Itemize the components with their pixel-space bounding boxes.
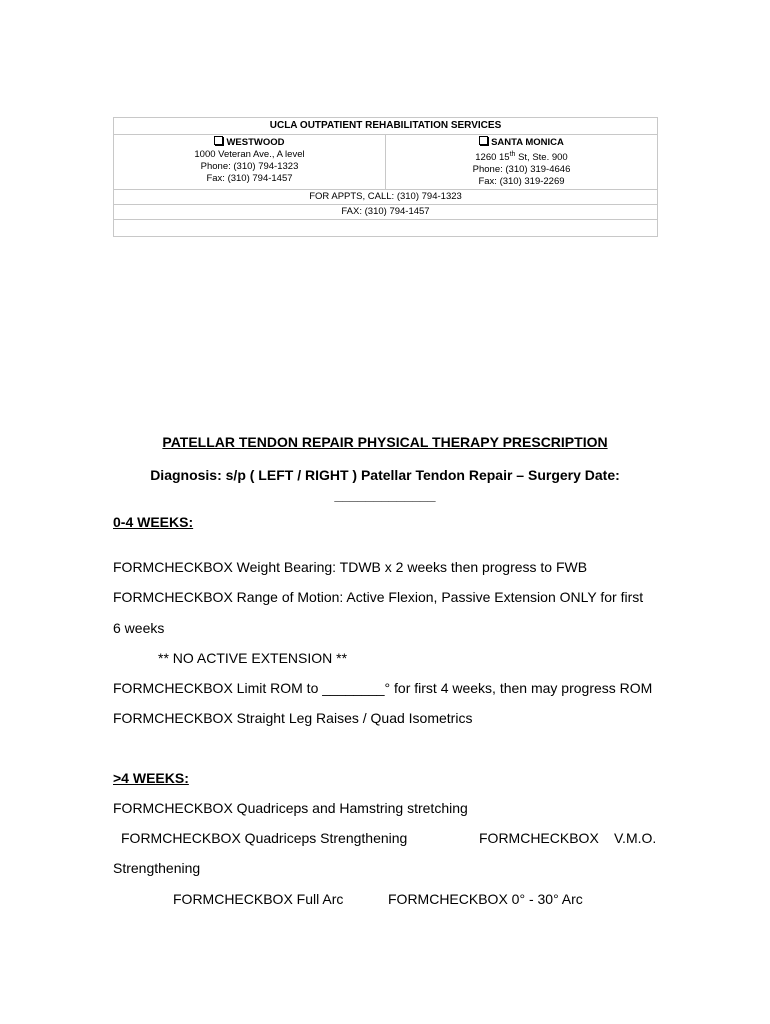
rehab-services-header [113, 117, 658, 237]
main-fax-line: FAX: (310) 794-1457 [114, 205, 658, 220]
header-title: UCLA OUTPATIENT REHABILITATION SERVICES [114, 118, 658, 135]
diagnosis-text: Diagnosis: s/p ( LEFT / RIGHT ) Patellar Tendon Repair – Surgery Date: [150, 467, 620, 483]
surgery-date-blank: _____________ [334, 487, 436, 503]
santa-monica-cell [386, 135, 658, 190]
checkbox-icon [479, 136, 488, 145]
santa-monica-fax: Fax: (310) 319-2269 [478, 176, 565, 187]
strengthening-continued: Strengthening [113, 860, 201, 876]
santa-monica-phone: Phone: (310) 319-4646 [472, 164, 571, 175]
westwood-address: 1000 Veteran Ave., A level [194, 149, 305, 160]
diagnosis [0, 465, 770, 505]
empty-row [114, 220, 658, 237]
no-active-extension-note: ** NO ACTIVE EXTENSION ** [158, 650, 348, 666]
westwood-phone: Phone: (310) 794-1323 [200, 161, 299, 172]
santa-monica-address: 1260 15th St, Ste. 900 [475, 150, 568, 163]
straight-leg-raises-item: FORMCHECKBOX Straight Leg Raises / Quad Isometrics [113, 710, 473, 726]
full-arc-item: FORMCHECKBOX Full Arc [173, 891, 344, 907]
weight-bearing-item: FORMCHECKBOX Weight Bearing: TDWB x 2 weeks then progress to FWB [113, 559, 588, 575]
westwood-name: WESTWOOD [226, 137, 285, 148]
limit-rom-item: FORMCHECKBOX Limit ROM to ________° for first 4 weeks, then may progress ROM [113, 680, 653, 696]
vmo-checkbox-label: FORMCHECKBOX [479, 830, 599, 846]
range-of-motion-continued: 6 weeks [113, 620, 165, 636]
quadriceps-strengthening-item: FORMCHECKBOX Quadriceps Strengthening [121, 830, 408, 846]
vmo-label: V.M.O. [614, 830, 657, 846]
westwood-fax: Fax: (310) 794-1457 [206, 173, 293, 184]
page-title: PATELLAR TENDON REPAIR PHYSICAL THERAPY PRESCRIPTION [162, 434, 608, 450]
section-heading-4-plus-weeks: >4 WEEKS: [113, 770, 189, 786]
santa-monica-name: SANTA MONICA [491, 137, 564, 148]
westwood-cell [114, 135, 386, 190]
section-heading-0-4-weeks: 0-4 WEEKS: [113, 514, 194, 530]
appointments-line: FOR APPTS, CALL: (310) 794-1323 [114, 190, 658, 205]
range-of-motion-item: FORMCHECKBOX Range of Motion: Active Flexion, Passive Extension ONLY for first [113, 589, 644, 605]
partial-arc-item: FORMCHECKBOX 0° - 30° Arc [388, 891, 583, 907]
stretching-item: FORMCHECKBOX Quadriceps and Hamstring stretching [113, 800, 468, 816]
checkbox-icon [214, 136, 223, 145]
